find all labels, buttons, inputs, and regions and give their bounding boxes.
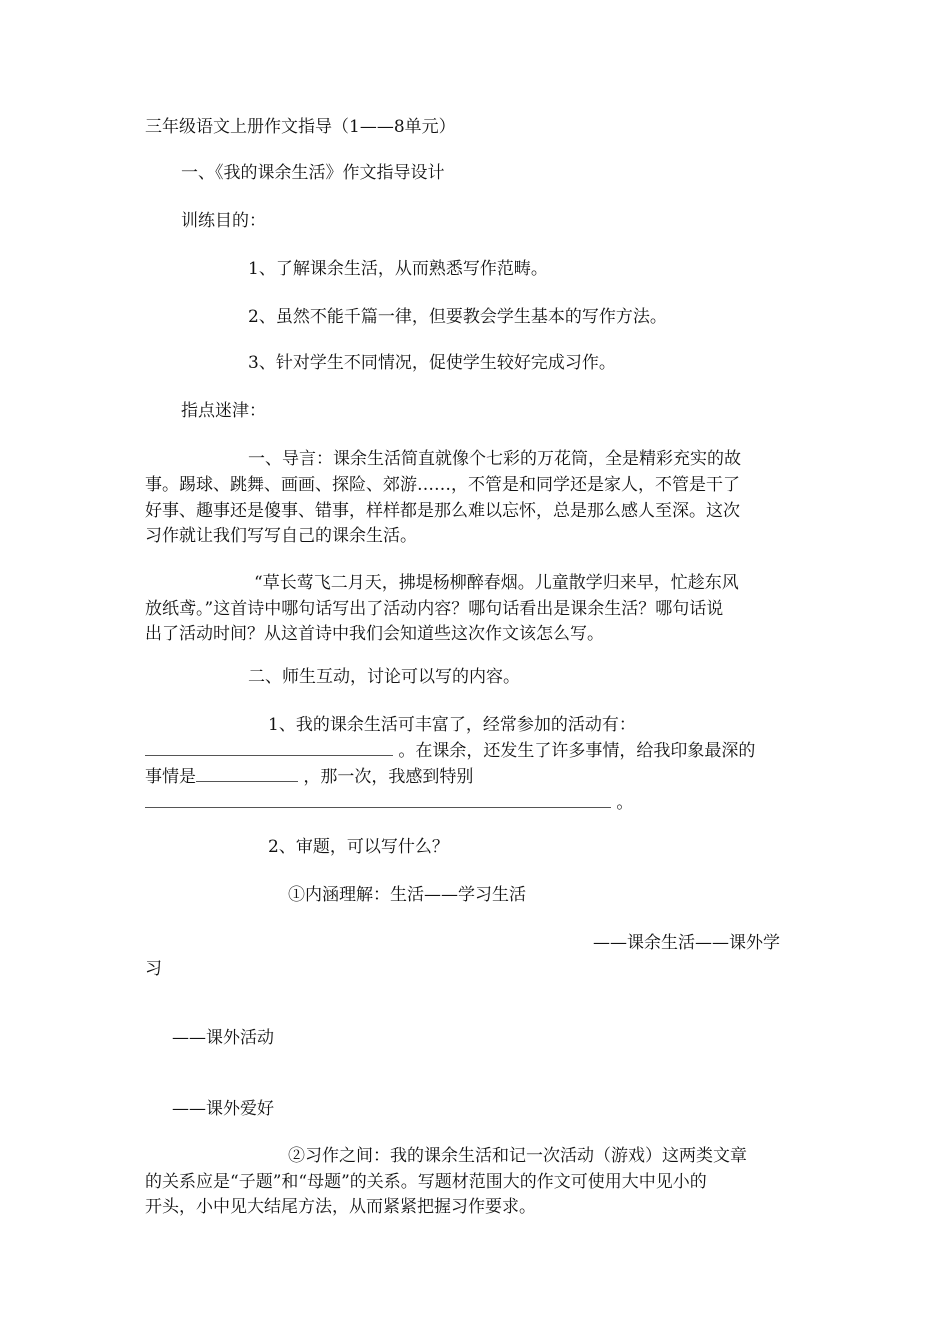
list-item: 习 [145,959,162,979]
question-2: 2、审题，可以写什么？ [268,837,449,857]
fill-blank [196,763,298,782]
fill-line: 1、我的课余生活可丰富了，经常参加的活动有： [268,715,636,735]
fill-line [145,737,755,764]
item2-line: 开头，小中见大结尾方法，从而紧紧把握习作要求。 [145,1197,536,1217]
intro-line: 习作就让我们写写自己的课余生活。 [145,526,417,546]
section-heading-2: 二、师生互动，讨论可以写的内容。 [248,667,520,687]
fill-text: 事情是 [145,767,196,787]
fill-line [145,789,633,816]
fill-blank [145,789,611,808]
section-heading-1: 一、《我的课余生活》作文指导设计 [181,163,445,183]
goal-item: 1、了解课余生活，从而熟悉写作范畴。 [248,259,548,279]
goal-label: 训练目的： [181,211,266,231]
fill-text: ，那一次，我感到特别 [303,767,474,787]
item2-line: 的关系应是“子题”和“母题”的关系。写题材范围大的作文可使用大中见小的 [145,1172,707,1192]
list-item: ——课外爱好 [172,1099,274,1119]
goal-item: 2、虽然不能千篇一律，但要教会学生基本的写作方法。 [248,307,667,327]
item2-line: ②习作之间：我的课余生活和记一次活动（游戏）这两类文章 [288,1146,747,1166]
list-item: ①内涵理解：生活——学习生活 [288,885,526,905]
poem-line: “草长莺飞二月天，拂堤杨柳醉春烟。儿童散学归来早，忙趁东风 [254,573,739,593]
poem-line: 放纸鸢。”这首诗中哪句话写出了活动内容？哪句话看出是课余生活？哪句话说 [145,599,724,619]
intro-line: 事。踢球、跳舞、画画、探险、郊游……，不管是和同学还是家人，不管是干了 [145,475,740,495]
poem-line: 出了活动时间？从这首诗中我们会知道些这次作文该怎么写。 [145,624,604,644]
fill-text: 。 [616,793,634,813]
document-title: 三年级语文上册作文指导（1——8单元） [145,117,456,137]
list-item: ——课余生活——课外学 [593,933,780,953]
intro-line: 一、导言：课余生活简直就像个七彩的万花筒，全是精彩充实的故 [248,449,741,469]
fill-line [145,763,473,790]
fill-text: 。在课余，还发生了许多事情，给我印象最深的 [398,741,756,761]
intro-line: 好事、趣事还是傻事、错事，样样都是那么难以忘怀，总是那么感人至深。这次 [145,501,740,521]
tips-label: 指点迷津： [181,401,266,421]
fill-blank [145,737,393,756]
goal-item: 3、针对学生不同情况，促使学生较好完成习作。 [248,353,616,373]
list-item: ——课外活动 [172,1028,274,1048]
